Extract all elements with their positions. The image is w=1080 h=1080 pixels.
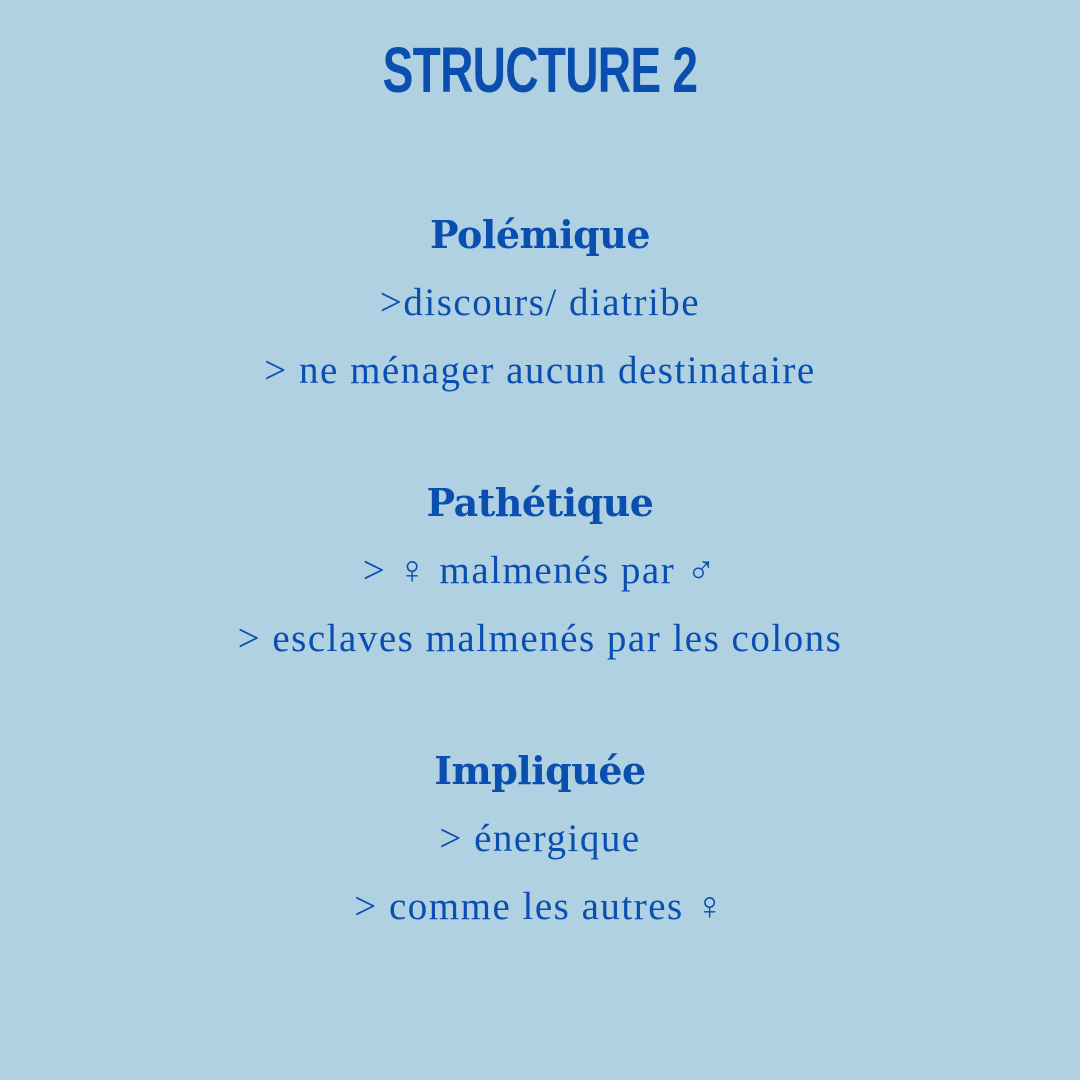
section-line: >discours/ diatribe bbox=[379, 281, 701, 324]
section-heading: Polémique bbox=[429, 212, 651, 257]
section-line: > esclaves malmenés par les colons bbox=[237, 617, 843, 660]
page-title: STRUCTURE 2 bbox=[382, 34, 698, 106]
section-heading: Impliquée bbox=[434, 748, 646, 793]
section-line: > ♀ malmenés par ♂ bbox=[362, 549, 718, 592]
section-heading: Pathétique bbox=[426, 480, 654, 525]
section-line: > comme les autres ♀ bbox=[354, 885, 726, 928]
section-line: > ne ménager aucun destinataire bbox=[264, 349, 816, 392]
section-line: > énergique bbox=[439, 817, 641, 860]
